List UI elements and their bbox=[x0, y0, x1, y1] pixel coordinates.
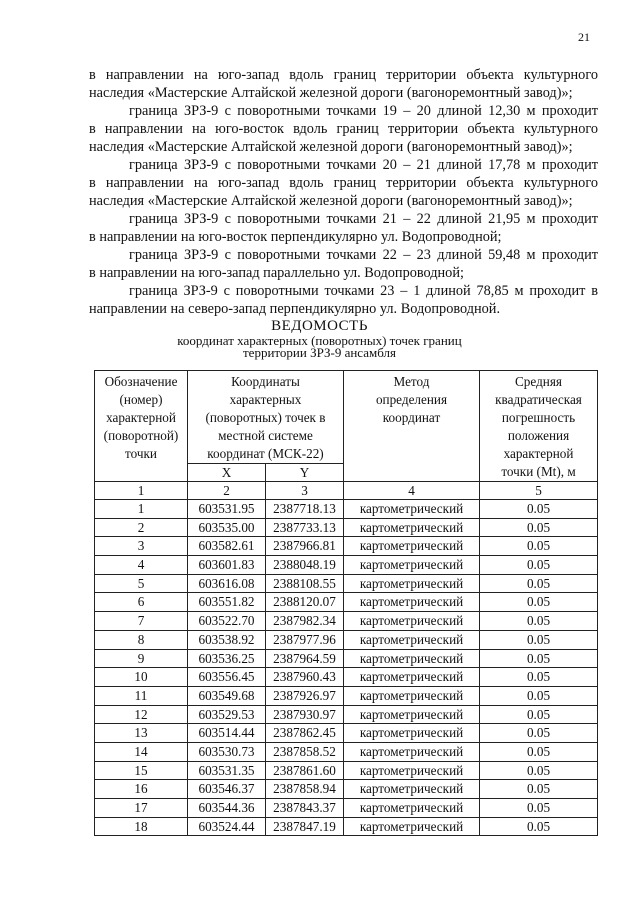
method-cell: картометрический bbox=[344, 518, 480, 537]
mean-error-cell: 0.05 bbox=[480, 537, 598, 556]
header-line: (поворотных) точек в bbox=[205, 410, 326, 425]
method-cell: картометрический bbox=[344, 574, 480, 593]
mean-error-cell: 0.05 bbox=[480, 649, 598, 668]
point-number-cell: 6 bbox=[95, 593, 188, 612]
header-y: Y bbox=[266, 464, 344, 482]
column-numbering-row bbox=[95, 482, 598, 500]
x-coordinate-cell: 603551.82 bbox=[188, 593, 266, 612]
col-number: 4 bbox=[344, 482, 480, 500]
method-cell: картометрический bbox=[344, 724, 480, 743]
mean-error-cell: 0.05 bbox=[480, 593, 598, 612]
text-line: наследия «Мастерские Алтайской железной дороги (вагоноремонтный завод)»; bbox=[89, 139, 573, 155]
y-coordinate-cell: 2387843.37 bbox=[266, 799, 344, 818]
header-line: положения bbox=[507, 428, 570, 443]
x-coordinate-cell: 603530.73 bbox=[188, 742, 266, 761]
method-cell: картометрический bbox=[344, 705, 480, 724]
header-line: Метод bbox=[393, 374, 430, 389]
table-row bbox=[95, 612, 598, 631]
header-line: квадратическая bbox=[495, 392, 582, 407]
point-number-cell: 12 bbox=[95, 705, 188, 724]
y-coordinate-cell: 2387733.13 bbox=[266, 518, 344, 537]
method-cell: картометрический bbox=[344, 742, 480, 761]
x-coordinate-cell: 603582.61 bbox=[188, 537, 266, 556]
point-number-cell: 18 bbox=[95, 817, 188, 836]
table-row bbox=[95, 724, 598, 743]
table-row bbox=[95, 780, 598, 799]
header-line: характерной bbox=[106, 410, 176, 425]
text-line: наследия «Мастерские Алтайской железной дороги (вагоноремонтный завод)»; bbox=[89, 193, 573, 209]
header-line: (номер) bbox=[119, 392, 163, 407]
x-coordinate-cell: 603522.70 bbox=[188, 612, 266, 631]
header-line: точки bbox=[125, 446, 157, 461]
x-coordinate-cell: 603538.92 bbox=[188, 630, 266, 649]
x-coordinate-cell: 603549.68 bbox=[188, 686, 266, 705]
text-line: в направлении на юго-запад вдоль границ территории объекта культурного bbox=[89, 67, 598, 83]
x-coordinate-cell: 603524.44 bbox=[188, 817, 266, 836]
col-number: 2 bbox=[188, 482, 266, 500]
method-cell: картометрический bbox=[344, 593, 480, 612]
y-coordinate-cell: 2387966.81 bbox=[266, 537, 344, 556]
mean-error-cell: 0.05 bbox=[480, 500, 598, 519]
text-line: в направлении на юго-восток вдоль границ территории объекта культурного bbox=[89, 121, 598, 137]
statement-subtitle-2: территории ЗРЗ-9 ансамбля bbox=[243, 345, 396, 360]
y-coordinate-cell: 2387964.59 bbox=[266, 649, 344, 668]
header-line: определения bbox=[375, 392, 448, 407]
method-cell: картометрический bbox=[344, 537, 480, 556]
x-coordinate-cell: 603544.36 bbox=[188, 799, 266, 818]
header-x: X bbox=[188, 464, 266, 482]
table-row bbox=[95, 537, 598, 556]
y-coordinate-cell: 2387858.94 bbox=[266, 780, 344, 799]
y-coordinate-cell: 2387858.52 bbox=[266, 742, 344, 761]
text-line: граница ЗРЗ-9 с поворотными точками 23 – 1 длиной 78,85 м проходит в bbox=[129, 283, 598, 299]
mean-error-cell: 0.05 bbox=[480, 518, 598, 537]
mean-error-cell: 0.05 bbox=[480, 742, 598, 761]
method-cell: картометрический bbox=[344, 630, 480, 649]
table-row bbox=[95, 705, 598, 724]
mean-error-cell: 0.05 bbox=[480, 556, 598, 575]
table-row bbox=[95, 593, 598, 612]
x-coordinate-cell: 603514.44 bbox=[188, 724, 266, 743]
y-coordinate-cell: 2388120.07 bbox=[266, 593, 344, 612]
mean-error-cell: 0.05 bbox=[480, 574, 598, 593]
x-coordinate-cell: 603616.08 bbox=[188, 574, 266, 593]
mean-error-cell: 0.05 bbox=[480, 686, 598, 705]
table-row bbox=[95, 817, 598, 836]
table-row bbox=[95, 686, 598, 705]
table-row bbox=[95, 742, 598, 761]
x-coordinate-cell: 603556.45 bbox=[188, 668, 266, 687]
header-line: координат bbox=[382, 410, 441, 425]
method-cell: картометрический bbox=[344, 612, 480, 631]
table-row bbox=[95, 649, 598, 668]
method-cell: картометрический bbox=[344, 799, 480, 818]
point-number-cell: 10 bbox=[95, 668, 188, 687]
coordinates-table bbox=[94, 370, 598, 836]
mean-error-cell: 0.05 bbox=[480, 630, 598, 649]
mean-error-cell: 0.05 bbox=[480, 761, 598, 780]
method-cell: картометрический bbox=[344, 500, 480, 519]
table-row bbox=[95, 630, 598, 649]
text-line: в направлении на юго-восток перпендикулярно ул. Водопроводной; bbox=[89, 229, 502, 245]
header-line: погрешность bbox=[501, 410, 576, 425]
point-number-cell: 7 bbox=[95, 612, 188, 631]
mean-error-cell: 0.05 bbox=[480, 780, 598, 799]
table-row bbox=[95, 761, 598, 780]
y-coordinate-cell: 2388108.55 bbox=[266, 574, 344, 593]
point-number-cell: 14 bbox=[95, 742, 188, 761]
statement-title: ВЕДОМОСТЬ bbox=[271, 318, 368, 334]
text-line: в направлении на юго-запад параллельно ул. Водопроводной; bbox=[89, 265, 464, 281]
x-coordinate-cell: 603536.25 bbox=[188, 649, 266, 668]
point-number-cell: 8 bbox=[95, 630, 188, 649]
header-method bbox=[344, 371, 480, 482]
y-coordinate-cell: 2387977.96 bbox=[266, 630, 344, 649]
point-number-cell: 5 bbox=[95, 574, 188, 593]
mean-error-cell: 0.05 bbox=[480, 817, 598, 836]
point-number-cell: 9 bbox=[95, 649, 188, 668]
text-line: наследия «Мастерские Алтайской железной дороги (вагоноремонтный завод)»; bbox=[89, 85, 573, 101]
header-error bbox=[480, 371, 598, 482]
mean-error-cell: 0.05 bbox=[480, 668, 598, 687]
header-line: (поворотной) bbox=[103, 428, 179, 443]
method-cell: картометрический bbox=[344, 761, 480, 780]
header-line: точки (Mt), м bbox=[501, 464, 576, 479]
header-line: Средняя bbox=[515, 374, 562, 389]
y-coordinate-cell: 2387847.19 bbox=[266, 817, 344, 836]
text-line: граница ЗРЗ-9 с поворотными точками 22 – 23 длиной 59,48 м проходит bbox=[129, 247, 598, 263]
table-row bbox=[95, 518, 598, 537]
point-number-cell: 13 bbox=[95, 724, 188, 743]
method-cell: картометрический bbox=[344, 668, 480, 687]
point-number-cell: 16 bbox=[95, 780, 188, 799]
point-number-cell: 3 bbox=[95, 537, 188, 556]
point-number-cell: 11 bbox=[95, 686, 188, 705]
x-coordinate-cell: 603531.35 bbox=[188, 761, 266, 780]
body-text bbox=[89, 66, 598, 318]
header-line: координат (МСК-22) bbox=[207, 446, 324, 461]
y-coordinate-cell: 2387718.13 bbox=[266, 500, 344, 519]
x-coordinate-cell: 603531.95 bbox=[188, 500, 266, 519]
header-line: местной системе bbox=[218, 428, 313, 443]
table-row bbox=[95, 556, 598, 575]
method-cell: картометрический bbox=[344, 556, 480, 575]
header-coordinates bbox=[188, 371, 344, 464]
text-line: граница ЗРЗ-9 с поворотными точками 20 – 21 длиной 17,78 м проходит bbox=[129, 157, 598, 173]
method-cell: картометрический bbox=[344, 780, 480, 799]
method-cell: картометрический bbox=[344, 817, 480, 836]
point-number-cell: 1 bbox=[95, 500, 188, 519]
page-number: 21 bbox=[578, 30, 590, 44]
y-coordinate-cell: 2388048.19 bbox=[266, 556, 344, 575]
text-line: направлении на северо-запад перпендикулярно ул. Водопроводной. bbox=[89, 301, 501, 317]
text-line: граница ЗРЗ-9 с поворотными точками 21 – 22 длиной 21,95 м проходит bbox=[129, 211, 598, 227]
y-coordinate-cell: 2387926.97 bbox=[266, 686, 344, 705]
mean-error-cell: 0.05 bbox=[480, 705, 598, 724]
y-coordinate-cell: 2387960.43 bbox=[266, 668, 344, 687]
x-coordinate-cell: 603546.37 bbox=[188, 780, 266, 799]
point-number-cell: 15 bbox=[95, 761, 188, 780]
col-number: 3 bbox=[266, 482, 344, 500]
text-line: в направлении на юго-запад вдоль границ территории объекта культурного bbox=[89, 175, 598, 191]
mean-error-cell: 0.05 bbox=[480, 799, 598, 818]
col-number: 5 bbox=[480, 482, 598, 500]
mean-error-cell: 0.05 bbox=[480, 724, 598, 743]
method-cell: картометрический bbox=[344, 686, 480, 705]
statement-subtitle-1: координат характерных (поворотных) точек границ bbox=[177, 333, 462, 348]
point-number-cell: 4 bbox=[95, 556, 188, 575]
y-coordinate-cell: 2387930.97 bbox=[266, 705, 344, 724]
y-coordinate-cell: 2387861.60 bbox=[266, 761, 344, 780]
header-line: характерной bbox=[503, 446, 574, 461]
x-coordinate-cell: 603535.00 bbox=[188, 518, 266, 537]
point-number-cell: 17 bbox=[95, 799, 188, 818]
table-row bbox=[95, 799, 598, 818]
header-line: Обозначение bbox=[104, 374, 178, 389]
table-row bbox=[95, 668, 598, 687]
y-coordinate-cell: 2387862.45 bbox=[266, 724, 344, 743]
mean-error-cell: 0.05 bbox=[480, 612, 598, 631]
col-number: 1 bbox=[95, 482, 188, 500]
text-line: граница ЗРЗ-9 с поворотными точками 19 – 20 длиной 12,30 м проходит bbox=[129, 103, 598, 119]
table-row bbox=[95, 574, 598, 593]
x-coordinate-cell: 603529.53 bbox=[188, 705, 266, 724]
table-row bbox=[95, 500, 598, 519]
header-line: характерных bbox=[229, 392, 302, 407]
header-line: Координаты bbox=[231, 374, 300, 389]
y-coordinate-cell: 2387982.34 bbox=[266, 612, 344, 631]
x-coordinate-cell: 603601.83 bbox=[188, 556, 266, 575]
header-point bbox=[95, 371, 188, 482]
point-number-cell: 2 bbox=[95, 518, 188, 537]
method-cell: картометрический bbox=[344, 649, 480, 668]
